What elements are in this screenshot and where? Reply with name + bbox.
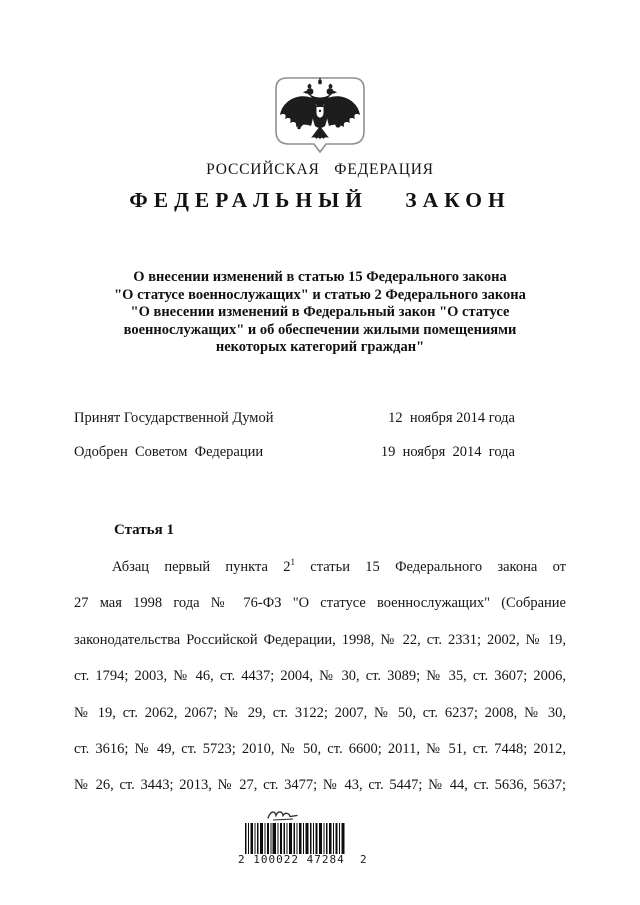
adoption-label: Одобрен Советом Федерации [74,444,264,460]
country-name: РОССИЙСКАЯ ФЕДЕРАЦИЯ [206,161,434,178]
adoption-date: 19 ноября 2014 года [380,444,515,460]
article-heading: Статья 1 [114,522,174,538]
article-body [74,549,566,804]
law-title-line: военнослужащих" и об обеспечении жилыми помещениями [123,321,517,338]
paragraph-line: законодательства Российской Федерации, 1998, № 22, ст. 2331; 2002, № 19, [74,631,566,648]
handwritten-squiggle-icon [266,808,300,823]
adoption-label: Принят Государственной Думой [74,410,274,426]
document-type-heading: ФЕДЕРАЛЬНЫЙ ЗАКОН [129,188,511,212]
paragraph-line: ст. 1794; 2003, № 46, ст. 4437; 2004, № 30, ст. 3089; № 35, ст. 3607; 2006, [74,668,566,685]
adoption-date: 12 ноября 2014 года [388,410,515,426]
paragraph-line [74,549,566,585]
paragraph-text: статьи 15 Федерального закона от [295,559,566,575]
law-title [70,269,570,357]
paragraph-line: № 26, ст. 3443; 2013, № 27, ст. 3477; № 43, ст. 5447; № 44, ст. 5636, 5637; [74,777,566,794]
russia-coat-of-arms-icon [274,76,366,156]
law-title-line: О внесении изменений в статью 15 Федерального закона [133,269,507,285]
law-title-line: некоторых категорий граждан" [215,339,425,356]
paragraph-text: Абзац первый пункта 2 [112,559,291,575]
barcode-digits: 2 100022 47284 2 [238,853,368,866]
adoption-row-duma [74,410,515,427]
paragraph-line: ст. 3616; № 49, ст. 5723; 2010, № 50, ст. 6600; 2011, № 51, ст. 7448; 2012, [74,740,566,757]
ean-barcode [245,823,345,854]
law-title-line: "О внесении изменений в Федеральный закон "О статусе [130,304,510,321]
superscript-index: 1 [290,557,296,567]
paragraph-line: № 19, ст. 2062, 2067; № 29, ст. 3122; 2007, № 50, ст. 6237; 2008, № 30, [74,704,566,721]
adoption-row-federation-council [74,444,515,461]
law-title-line: "О статусе военнослужащих" и статью 2 Федерального закона [114,286,526,303]
paragraph-line: 27 мая 1998 года № 76-ФЗ "О статусе военнослужащих" (Собрание [74,595,566,612]
